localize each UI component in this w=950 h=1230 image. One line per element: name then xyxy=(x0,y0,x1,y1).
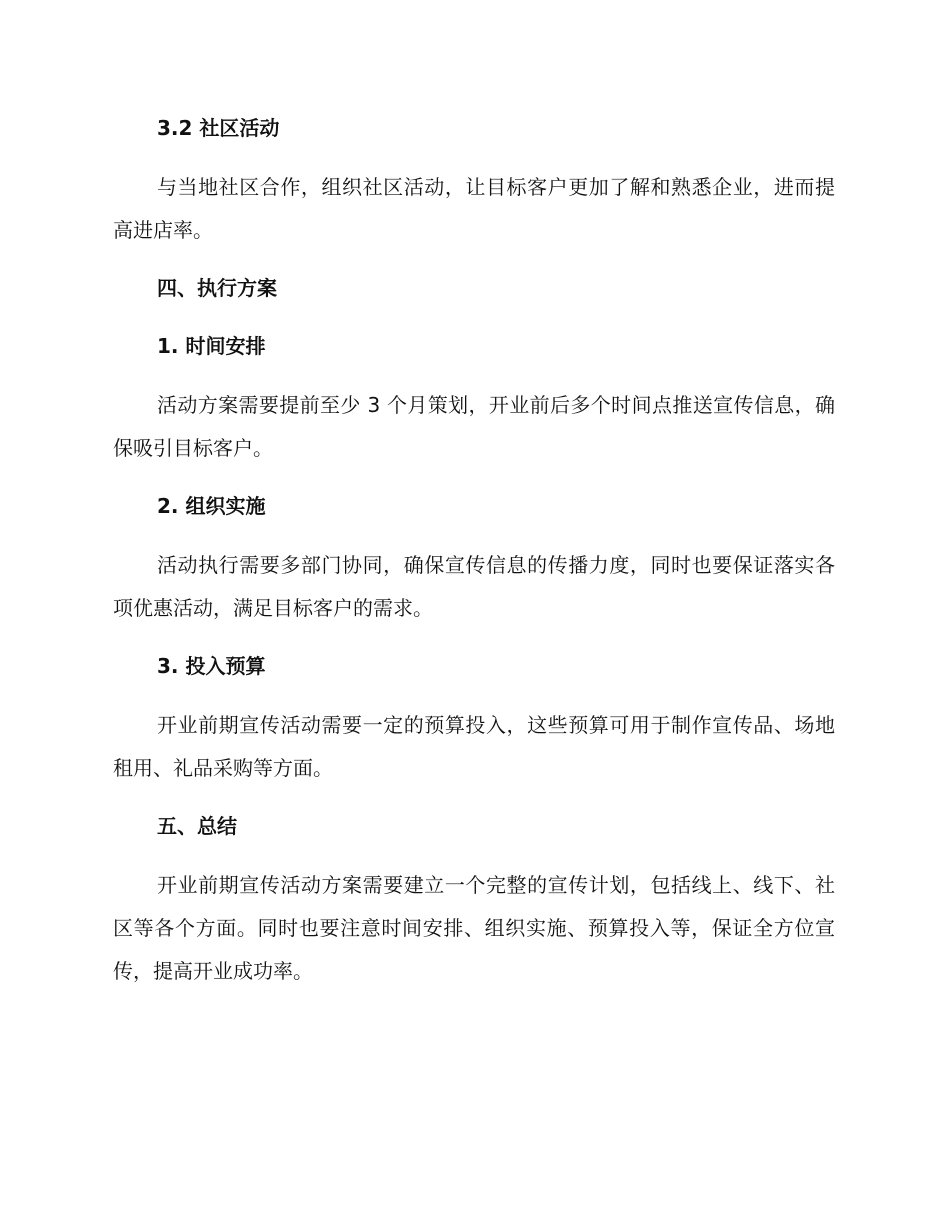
document-body xyxy=(113,108,835,993)
paragraph-budget: 开业前期宣传活动需要一定的预算投入，这些预算可用于制作宣传品、场地租用、礼品采购等方面。 xyxy=(113,713,835,780)
paragraph-schedule: 活动方案需要提前至少 3 个月策划，开业前后多个时间点推送宣传信息，确保吸引目标客户。 xyxy=(113,393,835,460)
section-heading-budget: 3. 投入预算 xyxy=(157,654,266,678)
paragraph-summary: 开业前期宣传活动方案需要建立一个完整的宣传计划，包括线上、线下、社区等各个方面。同时也要注意时间安排、组织实施、预算投入等，保证全方位宣传，提高开业成功率。 xyxy=(113,873,835,983)
section-heading-implementation: 2. 组织实施 xyxy=(157,494,266,518)
paragraph-community-activity: 与当地社区合作，组织社区活动，让目标客户更加了解和熟悉企业，进而提高进店率。 xyxy=(113,175,835,242)
section-heading-summary: 五、总结 xyxy=(157,814,237,838)
paragraph-implementation: 活动执行需要多部门协同，确保宣传信息的传播力度，同时也要保证落实各项优惠活动，满足目标客户的需求。 xyxy=(113,553,835,620)
section-heading-community-activity: 3.2 社区活动 xyxy=(157,116,280,140)
section-heading-execution-plan: 四、执行方案 xyxy=(157,276,277,300)
section-heading-schedule: 1. 时间安排 xyxy=(157,334,266,358)
